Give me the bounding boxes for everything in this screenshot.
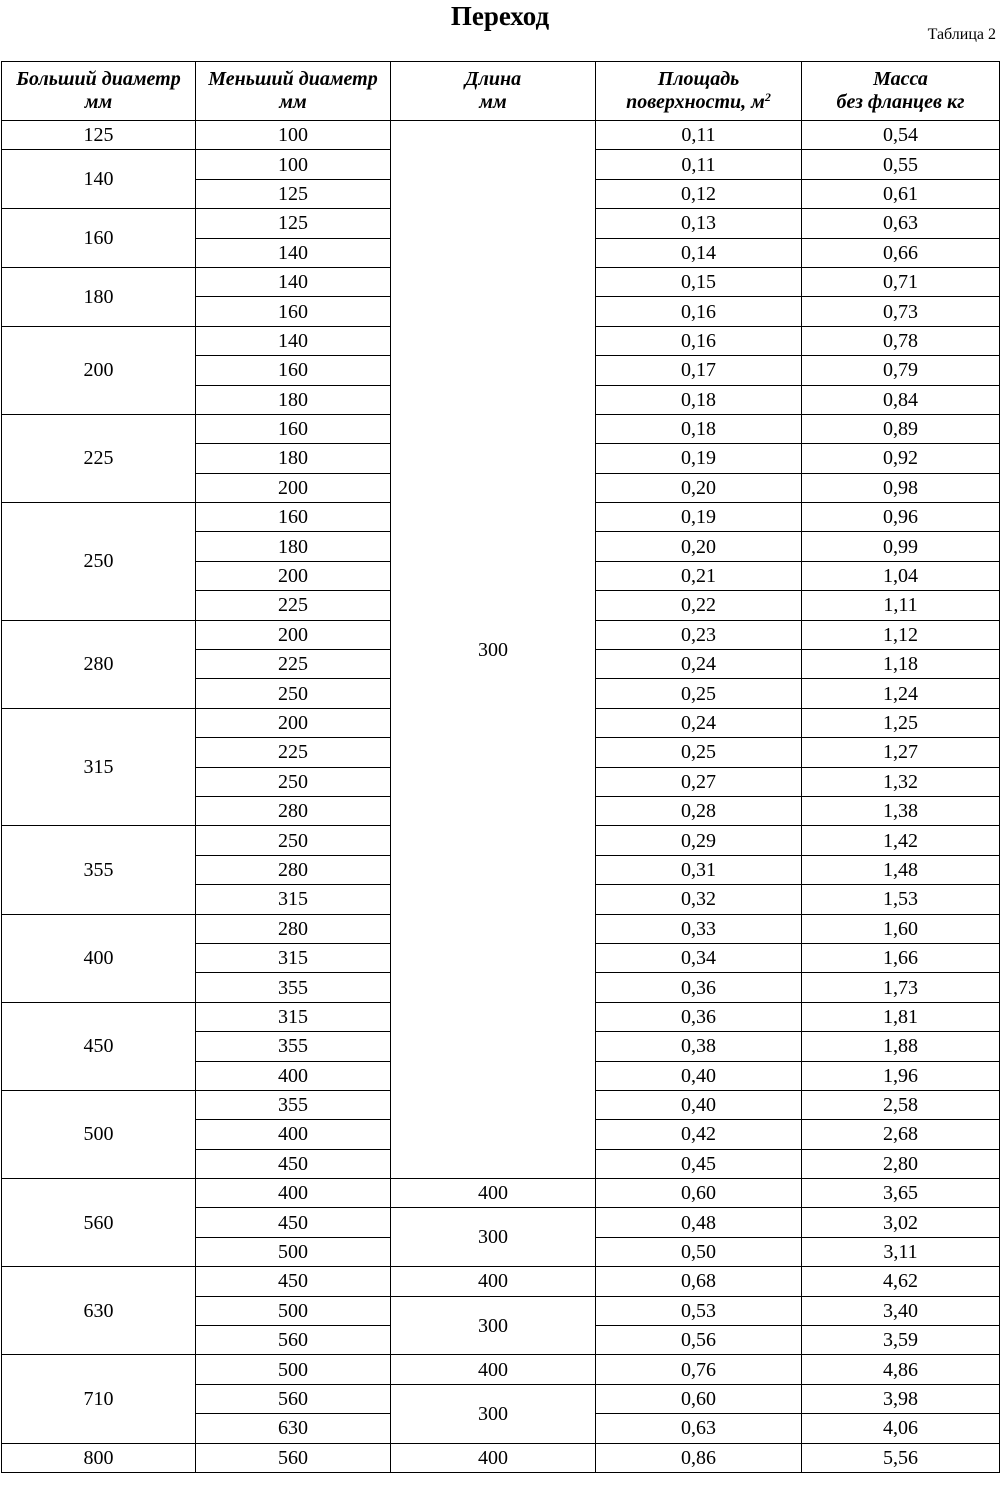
surface-area-cell: 0,40 bbox=[596, 1061, 802, 1090]
mass-cell: 3,02 bbox=[802, 1208, 1000, 1237]
surface-area-cell: 0,36 bbox=[596, 973, 802, 1002]
small-diameter-cell: 500 bbox=[196, 1296, 391, 1325]
surface-area-cell: 0,31 bbox=[596, 855, 802, 884]
small-diameter-cell: 500 bbox=[196, 1237, 391, 1266]
mass-cell: 0,92 bbox=[802, 444, 1000, 473]
large-diameter-cell: 630 bbox=[2, 1267, 196, 1355]
small-diameter-cell: 200 bbox=[196, 561, 391, 590]
surface-area-cell: 0,27 bbox=[596, 767, 802, 796]
length-cell: 400 bbox=[391, 1179, 596, 1208]
surface-area-cell: 0,11 bbox=[596, 150, 802, 179]
small-diameter-cell: 315 bbox=[196, 943, 391, 972]
small-diameter-cell: 355 bbox=[196, 1090, 391, 1119]
surface-area-cell: 0,36 bbox=[596, 1002, 802, 1031]
large-diameter-cell: 160 bbox=[2, 209, 196, 268]
small-diameter-cell: 450 bbox=[196, 1149, 391, 1178]
large-diameter-cell: 125 bbox=[2, 121, 196, 150]
large-diameter-cell: 200 bbox=[2, 326, 196, 414]
length-cell: 300 bbox=[391, 1208, 596, 1267]
surface-area-cell: 0,25 bbox=[596, 738, 802, 767]
mass-cell: 1,81 bbox=[802, 1002, 1000, 1031]
table-row bbox=[2, 1355, 1000, 1384]
mass-cell: 0,71 bbox=[802, 267, 1000, 296]
header-surface-area: Площадь поверхности, $м^2$ bbox=[596, 62, 802, 121]
large-diameter-cell: 355 bbox=[2, 826, 196, 914]
small-diameter-cell: 225 bbox=[196, 650, 391, 679]
table-row bbox=[2, 1443, 1000, 1472]
small-diameter-cell: 280 bbox=[196, 796, 391, 825]
surface-area-cell: 0,40 bbox=[596, 1090, 802, 1119]
mass-cell: 0,98 bbox=[802, 473, 1000, 502]
small-diameter-cell: 315 bbox=[196, 885, 391, 914]
mass-cell: 3,65 bbox=[802, 1179, 1000, 1208]
surface-area-cell: 0,32 bbox=[596, 885, 802, 914]
surface-area-cell: 0,16 bbox=[596, 326, 802, 355]
mass-cell: 4,62 bbox=[802, 1267, 1000, 1296]
surface-area-cell: 0,21 bbox=[596, 561, 802, 590]
small-diameter-cell: 250 bbox=[196, 826, 391, 855]
small-diameter-cell: 250 bbox=[196, 679, 391, 708]
mass-cell: 0,84 bbox=[802, 385, 1000, 414]
surface-area-cell: 0,48 bbox=[596, 1208, 802, 1237]
mass-cell: 1,38 bbox=[802, 796, 1000, 825]
mass-cell: 1,18 bbox=[802, 650, 1000, 679]
mass-cell: 1,24 bbox=[802, 679, 1000, 708]
page-title: Переход bbox=[450, 1, 550, 31]
surface-area-cell: 0,19 bbox=[596, 503, 802, 532]
small-diameter-cell: 225 bbox=[196, 738, 391, 767]
small-diameter-cell: 140 bbox=[196, 267, 391, 296]
mass-cell: 0,55 bbox=[802, 150, 1000, 179]
mass-cell: 1,60 bbox=[802, 914, 1000, 943]
mass-cell: 0,89 bbox=[802, 414, 1000, 443]
mass-cell: 1,88 bbox=[802, 1032, 1000, 1061]
surface-area-cell: 0,63 bbox=[596, 1414, 802, 1443]
mass-cell: 3,98 bbox=[802, 1384, 1000, 1413]
mass-cell: 1,96 bbox=[802, 1061, 1000, 1090]
large-diameter-cell: 800 bbox=[2, 1443, 196, 1472]
small-diameter-cell: 100 bbox=[196, 150, 391, 179]
small-diameter-cell: 180 bbox=[196, 444, 391, 473]
small-diameter-cell: 160 bbox=[196, 503, 391, 532]
small-diameter-cell: 355 bbox=[196, 973, 391, 1002]
mass-cell: 0,66 bbox=[802, 238, 1000, 267]
large-diameter-cell: 500 bbox=[2, 1090, 196, 1178]
small-diameter-cell: 160 bbox=[196, 414, 391, 443]
large-diameter-cell: 315 bbox=[2, 708, 196, 826]
mass-cell: 0,73 bbox=[802, 297, 1000, 326]
length-cell: 300 bbox=[391, 121, 596, 1179]
table-row bbox=[2, 1267, 1000, 1296]
surface-area-cell: 0,28 bbox=[596, 796, 802, 825]
surface-area-cell: 0,38 bbox=[596, 1032, 802, 1061]
mass-cell: 4,06 bbox=[802, 1414, 1000, 1443]
small-diameter-cell: 125 bbox=[196, 209, 391, 238]
surface-area-cell: 0,24 bbox=[596, 708, 802, 737]
mass-cell: 0,79 bbox=[802, 356, 1000, 385]
small-diameter-cell: 560 bbox=[196, 1443, 391, 1472]
mass-cell: 1,32 bbox=[802, 767, 1000, 796]
small-diameter-cell: 400 bbox=[196, 1179, 391, 1208]
surface-area-cell: 0,14 bbox=[596, 238, 802, 267]
header-mass: Масса без фланцев кг bbox=[802, 62, 1000, 121]
small-diameter-cell: 500 bbox=[196, 1355, 391, 1384]
small-diameter-cell: 280 bbox=[196, 914, 391, 943]
surface-area-cell: 0,20 bbox=[596, 532, 802, 561]
surface-area-cell: 0,56 bbox=[596, 1326, 802, 1355]
surface-area-cell: 0,12 bbox=[596, 179, 802, 208]
large-diameter-cell: 180 bbox=[2, 267, 196, 326]
mass-cell: 3,11 bbox=[802, 1237, 1000, 1266]
surface-area-cell: 0,50 bbox=[596, 1237, 802, 1266]
header-large-diameter: Больший диаметр мм bbox=[2, 62, 196, 121]
small-diameter-cell: 140 bbox=[196, 238, 391, 267]
mass-cell: 0,78 bbox=[802, 326, 1000, 355]
surface-area-cell: 0,24 bbox=[596, 650, 802, 679]
small-diameter-cell: 250 bbox=[196, 767, 391, 796]
small-diameter-cell: 560 bbox=[196, 1384, 391, 1413]
surface-area-cell: 0,22 bbox=[596, 591, 802, 620]
mass-cell: 1,25 bbox=[802, 708, 1000, 737]
surface-area-cell: 0,42 bbox=[596, 1120, 802, 1149]
small-diameter-cell: 140 bbox=[196, 326, 391, 355]
header-small-diameter: Меньший диаметр мм bbox=[196, 62, 391, 121]
length-cell: 300 bbox=[391, 1296, 596, 1355]
small-diameter-cell: 450 bbox=[196, 1267, 391, 1296]
header-row bbox=[2, 62, 1000, 121]
surface-area-cell: 0,18 bbox=[596, 385, 802, 414]
mass-cell: 4,86 bbox=[802, 1355, 1000, 1384]
small-diameter-cell: 200 bbox=[196, 620, 391, 649]
small-diameter-cell: 450 bbox=[196, 1208, 391, 1237]
mass-cell: 0,96 bbox=[802, 503, 1000, 532]
surface-area-cell: 0,76 bbox=[596, 1355, 802, 1384]
mass-cell: 1,11 bbox=[802, 591, 1000, 620]
mass-cell: 0,63 bbox=[802, 209, 1000, 238]
small-diameter-cell: 630 bbox=[196, 1414, 391, 1443]
mass-cell: 5,56 bbox=[802, 1443, 1000, 1472]
small-diameter-cell: 160 bbox=[196, 356, 391, 385]
length-cell: 400 bbox=[391, 1443, 596, 1472]
large-diameter-cell: 560 bbox=[2, 1179, 196, 1267]
surface-area-cell: 0,60 bbox=[596, 1179, 802, 1208]
small-diameter-cell: 180 bbox=[196, 385, 391, 414]
mass-cell: 1,42 bbox=[802, 826, 1000, 855]
small-diameter-cell: 280 bbox=[196, 855, 391, 884]
large-diameter-cell: 140 bbox=[2, 150, 196, 209]
surface-area-cell: 0,25 bbox=[596, 679, 802, 708]
surface-area-cell: 0,23 bbox=[596, 620, 802, 649]
large-diameter-cell: 400 bbox=[2, 914, 196, 1002]
mass-cell: 0,99 bbox=[802, 532, 1000, 561]
mass-cell: 1,04 bbox=[802, 561, 1000, 590]
surface-area-cell: 0,29 bbox=[596, 826, 802, 855]
mass-cell: 0,54 bbox=[802, 121, 1000, 150]
surface-area-cell: 0,53 bbox=[596, 1296, 802, 1325]
surface-area-cell: 0,60 bbox=[596, 1384, 802, 1413]
small-diameter-cell: 315 bbox=[196, 1002, 391, 1031]
mass-cell: 0,61 bbox=[802, 179, 1000, 208]
surface-area-cell: 0,11 bbox=[596, 121, 802, 150]
small-diameter-cell: 225 bbox=[196, 591, 391, 620]
length-cell: 300 bbox=[391, 1384, 596, 1443]
table-row bbox=[2, 1179, 1000, 1208]
mass-cell: 3,59 bbox=[802, 1326, 1000, 1355]
large-diameter-cell: 250 bbox=[2, 503, 196, 621]
small-diameter-cell: 200 bbox=[196, 708, 391, 737]
length-cell: 400 bbox=[391, 1355, 596, 1384]
mass-cell: 2,58 bbox=[802, 1090, 1000, 1119]
small-diameter-cell: 125 bbox=[196, 179, 391, 208]
surface-area-cell: 0,34 bbox=[596, 943, 802, 972]
small-diameter-cell: 160 bbox=[196, 297, 391, 326]
small-diameter-cell: 560 bbox=[196, 1326, 391, 1355]
mass-cell: 1,27 bbox=[802, 738, 1000, 767]
small-diameter-cell: 400 bbox=[196, 1061, 391, 1090]
mass-cell: 1,48 bbox=[802, 855, 1000, 884]
transition-table bbox=[1, 61, 1000, 1473]
surface-area-cell: 0,13 bbox=[596, 209, 802, 238]
large-diameter-cell: 225 bbox=[2, 414, 196, 502]
length-cell: 400 bbox=[391, 1267, 596, 1296]
surface-area-cell: 0,19 bbox=[596, 444, 802, 473]
large-diameter-cell: 280 bbox=[2, 620, 196, 708]
surface-area-cell: 0,15 bbox=[596, 267, 802, 296]
mass-cell: 1,53 bbox=[802, 885, 1000, 914]
surface-area-cell: 0,86 bbox=[596, 1443, 802, 1472]
small-diameter-cell: 180 bbox=[196, 532, 391, 561]
surface-area-cell: 0,33 bbox=[596, 914, 802, 943]
mass-cell: 1,73 bbox=[802, 973, 1000, 1002]
mass-cell: 1,12 bbox=[802, 620, 1000, 649]
surface-area-cell: 0,20 bbox=[596, 473, 802, 502]
table-label: Таблица 2 bbox=[927, 26, 996, 43]
large-diameter-cell: 450 bbox=[2, 1002, 196, 1090]
surface-area-cell: 0,18 bbox=[596, 414, 802, 443]
mass-cell: 1,66 bbox=[802, 943, 1000, 972]
header-length: Длина мм bbox=[391, 62, 596, 121]
surface-area-cell: 0,17 bbox=[596, 356, 802, 385]
surface-area-cell: 0,45 bbox=[596, 1149, 802, 1178]
mass-cell: 2,80 bbox=[802, 1149, 1000, 1178]
mass-cell: 3,40 bbox=[802, 1296, 1000, 1325]
small-diameter-cell: 355 bbox=[196, 1032, 391, 1061]
large-diameter-cell: 710 bbox=[2, 1355, 196, 1443]
small-diameter-cell: 400 bbox=[196, 1120, 391, 1149]
small-diameter-cell: 200 bbox=[196, 473, 391, 502]
mass-cell: 2,68 bbox=[802, 1120, 1000, 1149]
small-diameter-cell: 100 bbox=[196, 121, 391, 150]
surface-area-cell: 0,68 bbox=[596, 1267, 802, 1296]
table-row bbox=[2, 121, 1000, 150]
surface-area-cell: 0,16 bbox=[596, 297, 802, 326]
